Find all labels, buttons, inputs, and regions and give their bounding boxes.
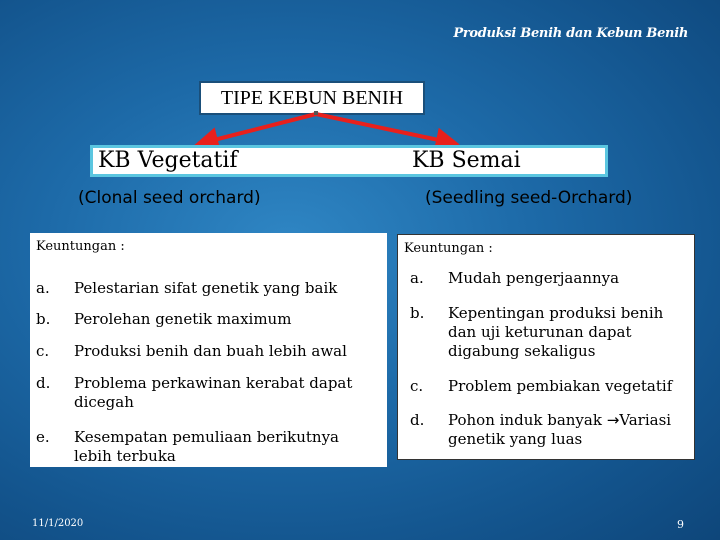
list-item-text-cont: lebih terbuka: [74, 447, 176, 465]
left-panel-heading: Keuntungan :: [36, 239, 125, 254]
clonal-subtitle: (Clonal seed orchard): [78, 188, 261, 208]
kb-vegetatif-label: KB Vegetatif: [98, 148, 238, 173]
list-item-text: Kepentingan produksi benih: [448, 304, 664, 322]
list-item-text-cont: genetik yang luas: [448, 430, 583, 448]
list-item-text: Problem pembiakan vegetatif: [448, 377, 673, 395]
list-item-label: b.: [410, 304, 425, 322]
kb-semai-label: KB Semai: [412, 148, 521, 173]
list-item-label: a.: [410, 269, 424, 287]
list-item-label: c.: [410, 377, 424, 395]
list-item-label: e.: [36, 428, 50, 446]
list-item-text: Problema perkawinan kerabat dapat: [74, 374, 353, 392]
list-item-label: b.: [36, 310, 51, 328]
list-item-text-a: Pohon induk banyak: [448, 411, 607, 429]
arrow-to-vegetatif: [206, 114, 316, 142]
list-item-text: [448, 411, 671, 430]
list-item-text-cont: dan uji keturunan dapat: [448, 323, 632, 341]
list-item-text-b: Variasi: [619, 411, 672, 429]
list-item-text-cont: dicegah: [74, 393, 134, 411]
list-item-text: Perolehan genetik maximum: [74, 310, 292, 328]
list-item-text: Pelestarian sifat genetik yang baik: [74, 279, 338, 297]
left-advantages-panel: [30, 233, 387, 467]
right-panel-heading: Keuntungan :: [404, 241, 493, 256]
list-item-label: c.: [36, 342, 50, 360]
slide-header-title: Produksi Benih dan Kebun Benih: [453, 26, 688, 41]
list-item-text: Produksi benih dan buah lebih awal: [74, 342, 347, 360]
list-item-label: d.: [410, 411, 425, 429]
seedling-subtitle: (Seedling seed-Orchard): [425, 188, 633, 208]
list-item-text: Kesempatan pemuliaan berikutnya: [74, 428, 339, 446]
arrow-to-semai: [316, 114, 448, 142]
list-item-label: d.: [36, 374, 51, 392]
slide-date: 11/1/2020: [32, 518, 84, 529]
list-item-text: Mudah pengerjaannya: [448, 269, 620, 287]
right-advantages-panel: [397, 234, 695, 460]
diagram-title-label: TIPE KEBUN BENIH: [220, 86, 404, 109]
list-item-text-cont: digabung sekaligus: [448, 342, 596, 360]
slide-page-number: 9: [677, 518, 684, 531]
diagram-title-box: [199, 81, 425, 115]
right-arrow-icon: →: [606, 411, 620, 429]
list-item-label: a.: [36, 279, 50, 297]
